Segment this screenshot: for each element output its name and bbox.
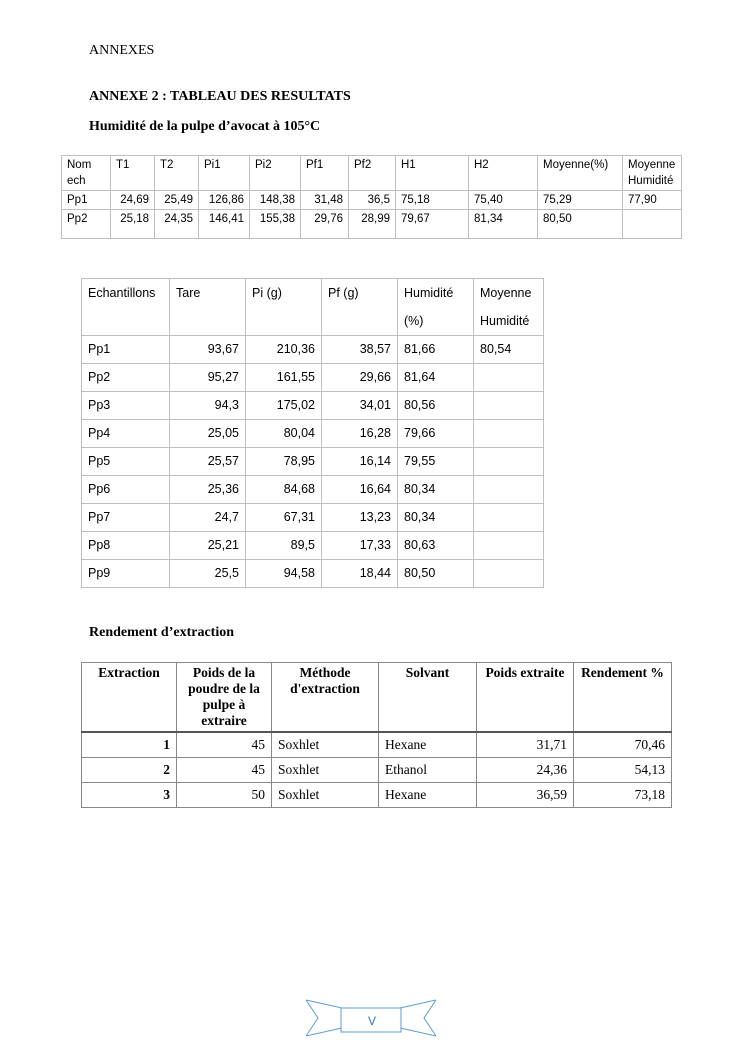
table-header-cell: Pi (g) <box>246 279 322 336</box>
table-cell: 25,49 <box>155 191 199 210</box>
table-cell: 25,18 <box>111 210 155 239</box>
table-cell: 36,59 <box>477 783 574 808</box>
table-header-row <box>62 156 682 191</box>
table-cell: 45 <box>177 732 272 758</box>
table-cell: 79,66 <box>398 420 474 448</box>
table-row <box>62 191 682 210</box>
section-title-rendement: Rendement d’extraction <box>89 625 235 640</box>
table-cell: 31,48 <box>301 191 349 210</box>
table-cell: Pp4 <box>82 420 170 448</box>
table-cell: 80,50 <box>538 210 623 239</box>
table-row <box>82 364 544 392</box>
table-cell: Soxhlet <box>272 783 379 808</box>
humidity-table-1 <box>61 155 682 239</box>
table-cell: 25,36 <box>170 476 246 504</box>
table-cell: 148,38 <box>250 191 301 210</box>
table-cell: Pp5 <box>82 448 170 476</box>
table-header-cell: Moyenne Humidité <box>623 156 682 191</box>
table-header-cell: Humidité (%) <box>398 279 474 336</box>
table-header-row <box>82 279 544 336</box>
table-cell: 81,64 <box>398 364 474 392</box>
table-cell: 25,57 <box>170 448 246 476</box>
table-header-cell: Moyenne(%) <box>538 156 623 191</box>
table-header-cell: Extraction <box>82 663 177 733</box>
table-cell: 29,76 <box>301 210 349 239</box>
table-header-cell: Poids de la poudre de la pulpe à extraire <box>177 663 272 733</box>
table-header-cell: Echantillons <box>82 279 170 336</box>
table-header-cell: Pi2 <box>250 156 301 191</box>
table-cell: 79,67 <box>396 210 469 239</box>
table-cell: 80,63 <box>398 532 474 560</box>
extraction-yield-table <box>81 662 672 808</box>
table-cell: 80,34 <box>398 476 474 504</box>
table-cell: 77,90 <box>623 191 682 210</box>
table-cell: 16,14 <box>322 448 398 476</box>
table-cell: 84,68 <box>246 476 322 504</box>
table-cell: Pp2 <box>62 210 111 239</box>
humidity-table-2 <box>81 278 544 588</box>
table-cell: Pp2 <box>82 364 170 392</box>
table-header-cell: Moyenne Humidité <box>474 279 544 336</box>
table-cell: 79,55 <box>398 448 474 476</box>
table-cell: 80,04 <box>246 420 322 448</box>
table-cell: 2 <box>82 758 177 783</box>
table-cell: 80,56 <box>398 392 474 420</box>
table-cell: 75,29 <box>538 191 623 210</box>
table-cell <box>474 448 544 476</box>
table-row <box>82 732 672 758</box>
table-cell: Pp6 <box>82 476 170 504</box>
table-row <box>82 504 544 532</box>
table-cell <box>474 476 544 504</box>
table-cell: 95,27 <box>170 364 246 392</box>
table-cell <box>474 420 544 448</box>
table-cell: Soxhlet <box>272 758 379 783</box>
table-row <box>82 336 544 364</box>
table-cell: 75,40 <box>469 191 538 210</box>
table-cell: 67,31 <box>246 504 322 532</box>
table-header-row <box>82 663 672 733</box>
table-cell: 3 <box>82 783 177 808</box>
page-number: V <box>367 1014 376 1028</box>
table-cell: 94,3 <box>170 392 246 420</box>
table-cell: 89,5 <box>246 532 322 560</box>
table-cell: 80,34 <box>398 504 474 532</box>
table-cell: 36,5 <box>349 191 396 210</box>
table-row <box>82 532 544 560</box>
table-row <box>82 560 544 588</box>
table-header-cell: Poids extraite <box>477 663 574 733</box>
table-cell: Soxhlet <box>272 732 379 758</box>
table-cell: 24,69 <box>111 191 155 210</box>
table-header-cell: T1 <box>111 156 155 191</box>
table-cell: 70,46 <box>574 732 672 758</box>
table-row <box>62 210 682 239</box>
table-cell: 210,36 <box>246 336 322 364</box>
table-cell: 24,7 <box>170 504 246 532</box>
table-cell: 80,54 <box>474 336 544 364</box>
table-cell: 126,86 <box>199 191 250 210</box>
table-cell: 1 <box>82 732 177 758</box>
table-cell <box>474 560 544 588</box>
table-header-cell: H2 <box>469 156 538 191</box>
table-cell: Pp3 <box>82 392 170 420</box>
table-cell <box>474 364 544 392</box>
annexe-title: ANNEXE 2 : TABLEAU DES RESULTATS <box>89 89 351 104</box>
table-row <box>82 783 672 808</box>
table-cell: 78,95 <box>246 448 322 476</box>
table-cell: 155,38 <box>250 210 301 239</box>
table-cell: 31,71 <box>477 732 574 758</box>
table-cell: 93,67 <box>170 336 246 364</box>
table-header-cell: Rendement % <box>574 663 672 733</box>
table-row <box>82 392 544 420</box>
table-cell: 28,99 <box>349 210 396 239</box>
table-cell: Pp1 <box>82 336 170 364</box>
table-cell: 81,66 <box>398 336 474 364</box>
table-cell: 17,33 <box>322 532 398 560</box>
section-title-humidite: Humidité de la pulpe d’avocat à 105°C <box>89 119 321 134</box>
table-cell: 54,13 <box>574 758 672 783</box>
table-header-cell: Nom ech <box>62 156 111 191</box>
table-cell: 73,18 <box>574 783 672 808</box>
table-cell <box>474 532 544 560</box>
table-cell: Hexane <box>379 732 477 758</box>
table-cell: 24,35 <box>155 210 199 239</box>
table-cell: 13,23 <box>322 504 398 532</box>
table-cell: 34,01 <box>322 392 398 420</box>
table-cell: 75,18 <box>396 191 469 210</box>
table-cell: 29,66 <box>322 364 398 392</box>
table-cell: 146,41 <box>199 210 250 239</box>
table-cell: Hexane <box>379 783 477 808</box>
table-cell: 24,36 <box>477 758 574 783</box>
table-cell: 175,02 <box>246 392 322 420</box>
table-cell <box>474 392 544 420</box>
table-cell: 16,64 <box>322 476 398 504</box>
table-row <box>82 758 672 783</box>
table-cell: Pp9 <box>82 560 170 588</box>
table-cell: 45 <box>177 758 272 783</box>
page-header: ANNEXES <box>89 43 155 58</box>
table-header-cell: T2 <box>155 156 199 191</box>
table-cell: 18,44 <box>322 560 398 588</box>
table-header-cell: Pf2 <box>349 156 396 191</box>
table-row <box>82 420 544 448</box>
table-cell: Pp8 <box>82 532 170 560</box>
table-cell: 81,34 <box>469 210 538 239</box>
table-cell <box>474 504 544 532</box>
table-header-cell: H1 <box>396 156 469 191</box>
table-cell <box>623 210 682 239</box>
table-header-cell: Pf1 <box>301 156 349 191</box>
table-cell: 161,55 <box>246 364 322 392</box>
table-row <box>82 448 544 476</box>
table-row <box>82 476 544 504</box>
table-header-cell: Pi1 <box>199 156 250 191</box>
table-cell: Pp7 <box>82 504 170 532</box>
table-header-cell: Solvant <box>379 663 477 733</box>
table-cell: Ethanol <box>379 758 477 783</box>
table-header-cell: Méthode d'extraction <box>272 663 379 733</box>
table-cell: 16,28 <box>322 420 398 448</box>
table-header-cell: Pf (g) <box>322 279 398 336</box>
table-cell: Pp1 <box>62 191 111 210</box>
table-cell: 25,5 <box>170 560 246 588</box>
table-cell: 94,58 <box>246 560 322 588</box>
table-cell: 25,21 <box>170 532 246 560</box>
table-cell: 80,50 <box>398 560 474 588</box>
table-cell: 25,05 <box>170 420 246 448</box>
table-header-cell: Tare <box>170 279 246 336</box>
table-cell: 38,57 <box>322 336 398 364</box>
table-cell: 50 <box>177 783 272 808</box>
